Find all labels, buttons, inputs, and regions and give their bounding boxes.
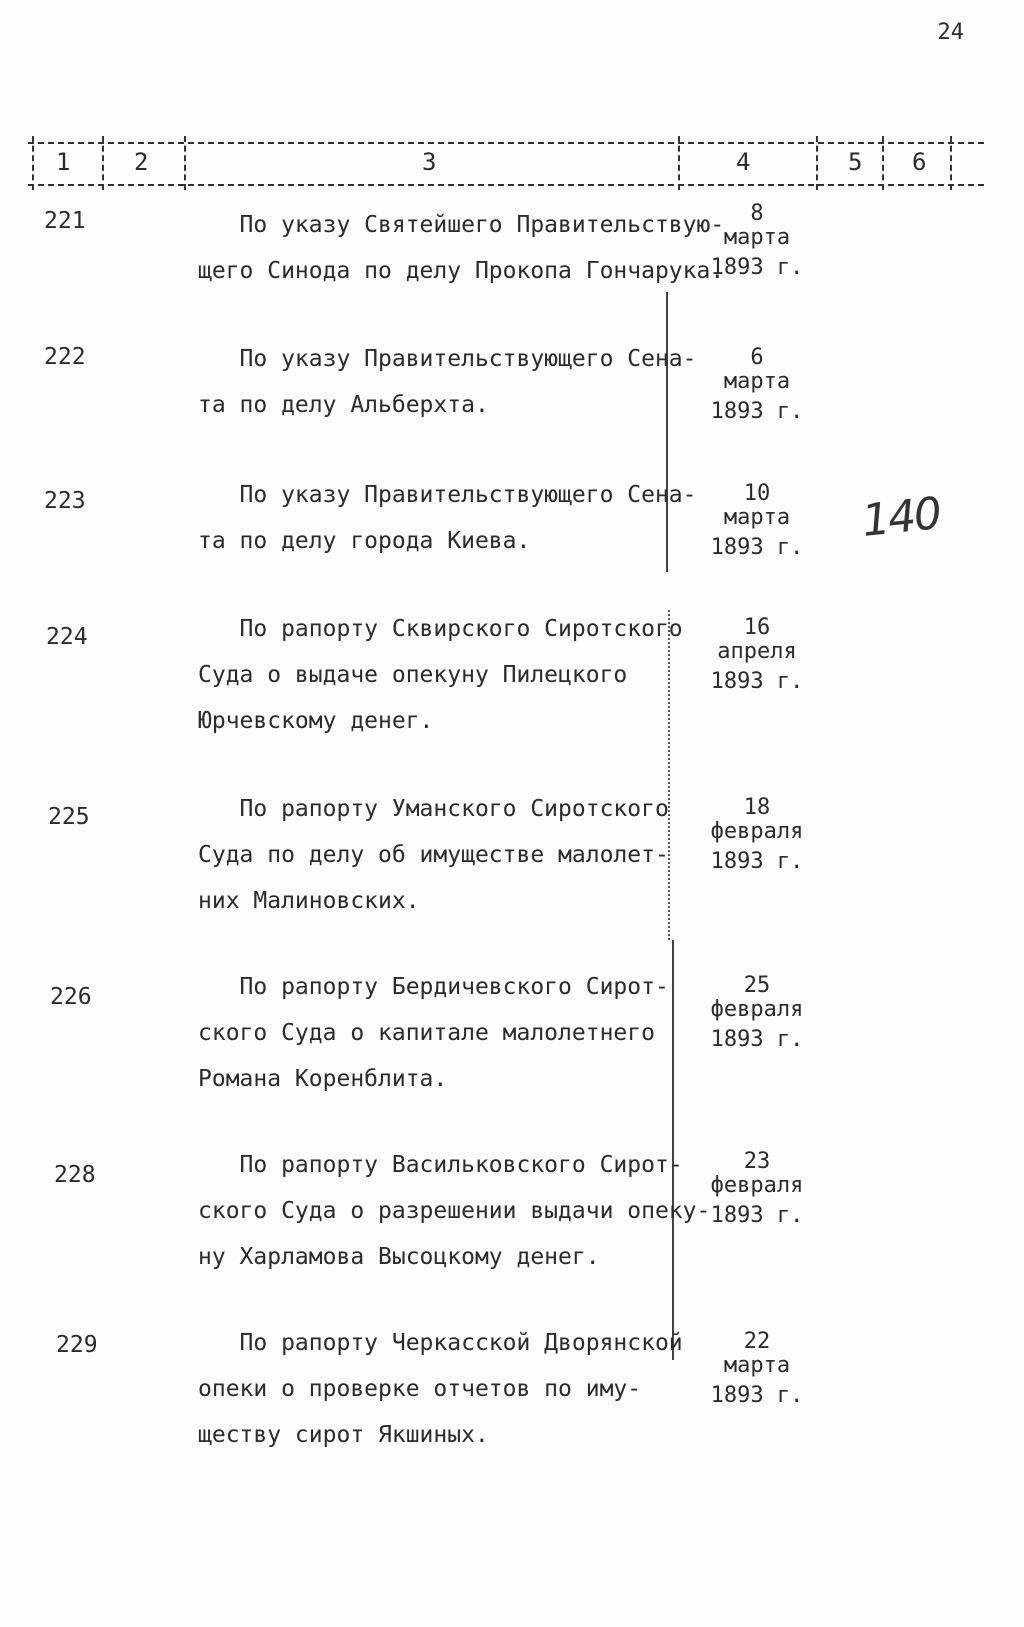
entry-number: 221 — [44, 208, 86, 234]
entry-date: 16 апреля 1893 г. — [710, 615, 804, 694]
entry-date: 22 марта 1893 г. — [710, 1329, 804, 1408]
column-separator — [32, 136, 34, 190]
page-number: 24 — [937, 20, 964, 45]
entry-number: 224 — [46, 624, 88, 650]
entry-description: По рапорту Васильковского Сирот- ского Суда о разрешении выдачи опеку- ну Харламова Высоцкому денег. — [198, 1152, 711, 1270]
entry-description: По рапорту Черкасской Дворянской опеки о проверке отчетов по иму- ществу сирот Якшиных. — [198, 1330, 683, 1448]
entry-date: 8 марта 1893 г. — [710, 201, 804, 280]
column-header-4: 4 — [736, 148, 751, 176]
column-separator — [816, 136, 818, 190]
entry-number: 226 — [50, 984, 92, 1010]
column-separator — [678, 136, 680, 190]
entry-number: 228 — [54, 1162, 96, 1188]
entry-description: По указу Святейшего Правительствую- щего Синода по делу Прокопа Гончарука. — [198, 212, 725, 284]
entry-description: По рапорту Бердичевского Сирот- ского Суда о капитале малолетнего Романа Коренблита. — [198, 974, 669, 1092]
column-header-2: 2 — [134, 148, 149, 176]
column-header-1: 1 — [56, 148, 71, 176]
entry-date: 10 марта 1893 г. — [710, 481, 804, 560]
header-rule-bottom — [28, 184, 984, 186]
entry-description: По указу Правительствующего Сена- та по делу Альберхта. — [198, 346, 697, 418]
column-separator — [184, 136, 186, 190]
column-header-5: 5 — [848, 148, 863, 176]
entry-number: 229 — [56, 1332, 98, 1358]
handwritten-note: 140 — [859, 488, 943, 547]
column-separator — [102, 136, 104, 190]
entry-date: 25 февраля 1893 г. — [710, 973, 804, 1052]
entry-description: По рапорту Уманского Сиротского Суда по делу об имуществе малолет- них Малиновских. — [198, 796, 669, 914]
header-rule-top — [28, 142, 984, 144]
entry-date: 23 февраля 1893 г. — [710, 1149, 804, 1228]
column-separator — [882, 136, 884, 190]
entry-number: 222 — [44, 344, 86, 370]
entry-date: 18 февраля 1893 г. — [710, 795, 804, 874]
column-header-6: 6 — [912, 148, 927, 176]
entry-description: По рапорту Сквирского Сиротского Суда о выдаче опекуну Пилецкого Юрчевскому денег. — [198, 616, 683, 734]
entry-date: 6 марта 1893 г. — [710, 345, 804, 424]
column-header-3: 3 — [422, 148, 437, 176]
entry-number: 225 — [48, 804, 90, 830]
entry-number: 223 — [44, 488, 86, 514]
column-separator — [950, 136, 952, 190]
entry-description: По указу Правительствующего Сена- та по делу города Киева. — [198, 482, 697, 554]
